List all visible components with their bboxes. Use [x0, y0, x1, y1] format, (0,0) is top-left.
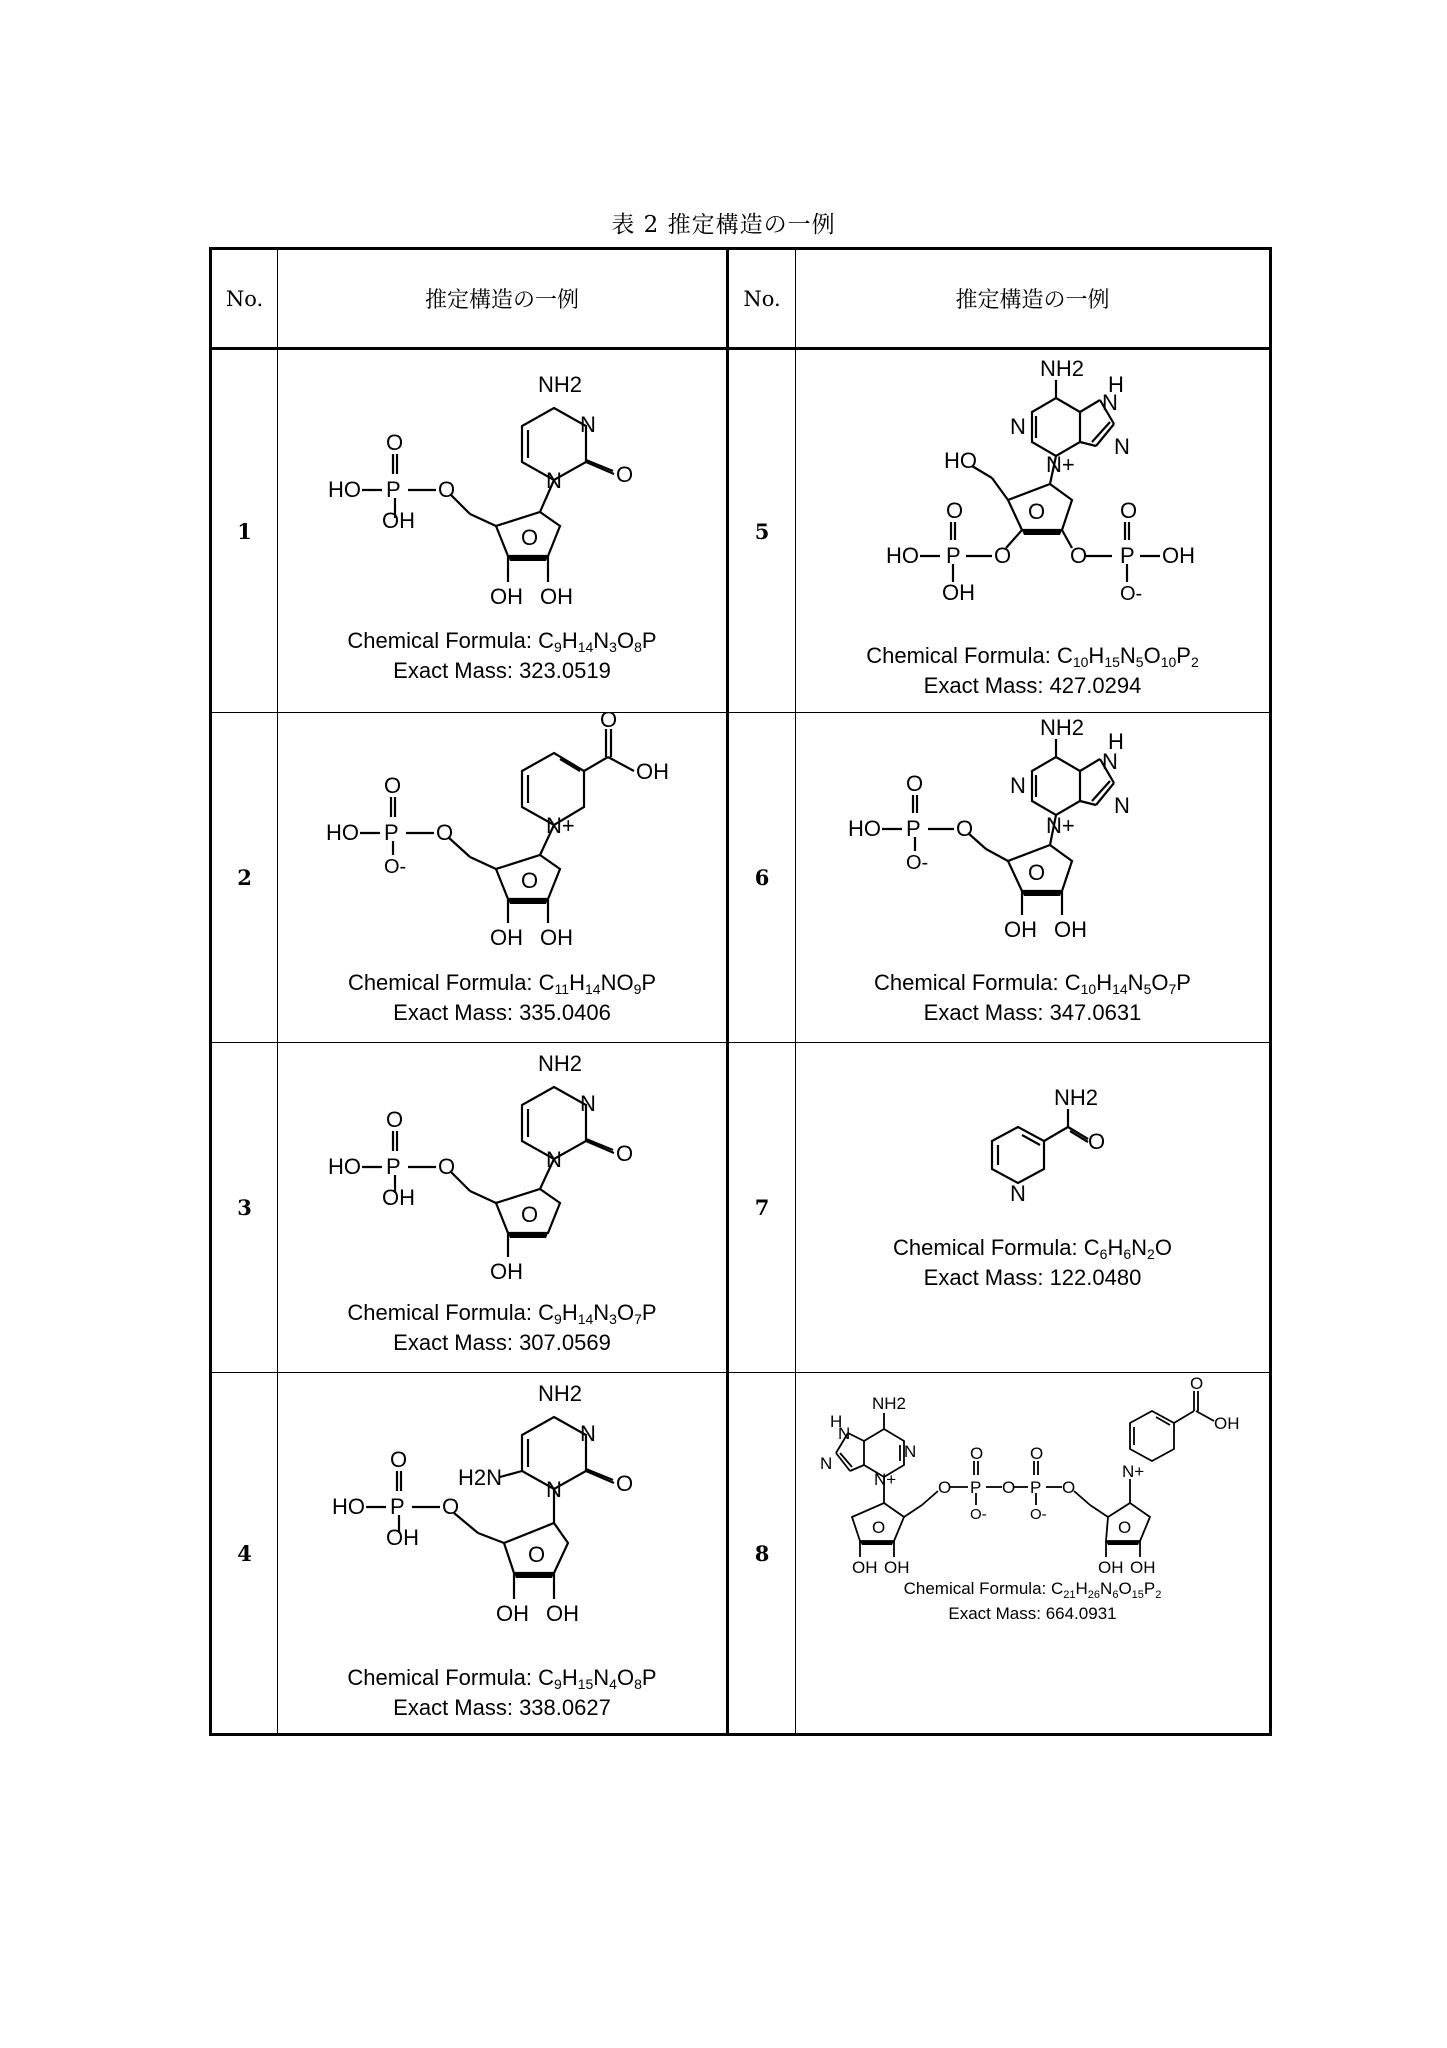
- chemical-formula: [796, 968, 1269, 1028]
- structure-cell-1: [278, 350, 726, 712]
- row-number-2: 2: [237, 865, 252, 890]
- exact-mass: Exact Mass: 335.0406: [393, 1000, 611, 1025]
- exact-mass: Exact Mass: 664.0931: [948, 1604, 1117, 1623]
- atom-label: O: [384, 773, 402, 798]
- formula-text: Chemical Formula: $C_{11}H_{14}NO_9P$: [347, 970, 657, 997]
- molecule-3-diagram: [278, 1043, 726, 1283]
- atom-label: N: [546, 468, 562, 493]
- table-caption: 表 2 推定構造の一例: [611, 212, 836, 238]
- atom-label: O-: [1120, 583, 1143, 605]
- atom-label: N: [1010, 414, 1026, 439]
- atom-label: O: [1070, 543, 1088, 568]
- atom-label: O: [1088, 1129, 1106, 1154]
- atom-label: N: [546, 1147, 562, 1172]
- atom-label: O-: [384, 856, 407, 878]
- atom-label: NH2: [872, 1394, 907, 1413]
- atom-label: OH: [1098, 1558, 1124, 1577]
- atom-label: O: [1002, 1478, 1016, 1497]
- atom-label: O: [946, 498, 964, 523]
- formula-text: Chemical Formula: $C_{10}H_{15}N_5O_{10}P_2$: [866, 643, 1199, 670]
- atom-label: O: [386, 1107, 404, 1132]
- atom-label: O: [521, 525, 539, 550]
- atom-label: OH: [884, 1558, 910, 1577]
- molecule-6-diagram: [796, 713, 1269, 953]
- atom-label: N: [1114, 434, 1130, 459]
- atom-label: OH: [942, 580, 975, 605]
- atom-label: NH2: [538, 1381, 583, 1406]
- atom-label: O: [1120, 498, 1138, 523]
- formula-text: Chemical Formula: $C_9H_{14}N_3O_8P$: [347, 628, 657, 655]
- atom-label: O: [528, 1542, 546, 1567]
- atom-label: OH: [386, 1525, 419, 1550]
- atom-label: OH: [1130, 1558, 1156, 1577]
- atom-label: P: [1120, 543, 1135, 568]
- atom-label: N: [1114, 793, 1130, 818]
- chemical-formula: [796, 1233, 1269, 1293]
- atom-label: O: [436, 820, 454, 845]
- molecule-2-diagram: [278, 713, 726, 953]
- molecule-1-diagram: [278, 350, 726, 610]
- atom-label: P: [386, 1154, 401, 1179]
- atom-label: N: [904, 1442, 917, 1461]
- atom-label: N+: [1122, 1462, 1145, 1481]
- structure-cell-3: [278, 1043, 726, 1372]
- atom-label: HO: [332, 1494, 365, 1519]
- atom-label: OH: [382, 508, 415, 533]
- atom-label: H: [830, 1412, 843, 1431]
- atom-label: O: [616, 462, 634, 487]
- atom-label: P: [906, 816, 921, 841]
- atom-label: OH: [490, 925, 523, 950]
- atom-label: N: [820, 1454, 833, 1473]
- atom-label: OH: [1054, 917, 1087, 942]
- formula-text: Chemical Formula: $C_{21}H_{26}N_6O_{15}P_2$: [903, 1579, 1162, 1601]
- row-number-6: 6: [754, 865, 770, 890]
- atom-label: H: [1108, 372, 1124, 397]
- atom-label: N+: [874, 1470, 897, 1489]
- atom-label: HO: [886, 543, 919, 568]
- atom-label: O: [1028, 860, 1046, 885]
- atom-label: OH: [1214, 1414, 1240, 1433]
- atom-label: H: [1108, 729, 1124, 754]
- atom-label: O: [390, 1447, 408, 1472]
- atom-label: O: [1028, 499, 1046, 524]
- atom-label: N: [1010, 1181, 1026, 1206]
- row-number-8: 8: [754, 1540, 770, 1566]
- header-no-right: No.: [743, 286, 781, 311]
- row-number-3: 3: [237, 1195, 252, 1220]
- molecule-7-diagram: [796, 1043, 1269, 1233]
- atom-label: HO: [944, 448, 977, 473]
- atom-label: O: [442, 1494, 460, 1519]
- atom-label: P: [390, 1494, 405, 1519]
- atom-label: O: [438, 1154, 456, 1179]
- formula-text: Chemical Formula: $C_{10}H_{14}N_5O_7P$: [874, 970, 1191, 997]
- atom-label: O: [872, 1518, 886, 1537]
- atom-label: O: [906, 771, 924, 796]
- atom-label: N: [580, 412, 596, 437]
- header-structure-left: 推定構造の一例: [424, 288, 579, 313]
- atom-label: HO: [326, 820, 359, 845]
- atom-label: NH2: [1040, 356, 1085, 381]
- atom-label: N: [580, 1091, 596, 1116]
- atom-label: OH: [852, 1558, 878, 1577]
- atom-label: OH: [490, 584, 523, 609]
- atom-label: O-: [1030, 1506, 1047, 1523]
- atom-label: O: [1190, 1374, 1204, 1393]
- atom-label: P: [946, 543, 961, 568]
- chemical-formula: [278, 1663, 726, 1723]
- atom-label: P: [386, 477, 401, 502]
- atom-label: O: [1030, 1444, 1044, 1463]
- estimated-structures-table: [209, 247, 1272, 1736]
- atom-label: OH: [382, 1185, 415, 1210]
- chemical-formula: [796, 641, 1269, 701]
- atom-label: N+: [1046, 452, 1075, 477]
- structure-cell-2: [278, 713, 726, 1042]
- atom-label: N: [580, 1421, 596, 1446]
- chemical-formula: [278, 626, 726, 686]
- structure-cell-4: [278, 1373, 726, 1733]
- exact-mass: Exact Mass: 122.0480: [923, 1265, 1142, 1290]
- atom-label: H2N: [458, 1465, 503, 1490]
- atom-label: OH: [540, 925, 573, 950]
- exact-mass: Exact Mass: 347.0631: [923, 1000, 1142, 1025]
- atom-label: NH2: [1040, 715, 1085, 740]
- exact-mass: Exact Mass: 338.0627: [393, 1695, 611, 1720]
- atom-label: N+: [546, 813, 575, 838]
- atom-label: OH: [540, 584, 573, 609]
- chemical-formula: [796, 1576, 1269, 1626]
- row-number-5: 5: [754, 518, 770, 544]
- formula-text: Chemical Formula: $C_9H_{15}N_4O_8P$: [347, 1665, 657, 1692]
- structure-cell-6: [796, 713, 1269, 1042]
- atom-label: O: [938, 1478, 952, 1497]
- atom-label: O: [616, 1471, 634, 1496]
- atom-label: HO: [848, 816, 881, 841]
- atom-label: NH2: [538, 1051, 583, 1076]
- row-number-7: 7: [754, 1195, 770, 1220]
- atom-label: O: [970, 1444, 984, 1463]
- atom-label: HO: [328, 477, 361, 502]
- exact-mass: Exact Mass: 323.0519: [393, 658, 611, 683]
- formula-text: Chemical Formula: $C_6H_6N_2O$: [893, 1235, 1172, 1262]
- chemical-formula: [278, 1298, 726, 1358]
- structure-cell-7: [796, 1043, 1269, 1372]
- atom-label: P: [1030, 1478, 1042, 1497]
- atom-label: O: [1062, 1478, 1076, 1497]
- atom-label: OH: [496, 1601, 529, 1626]
- atom-label: N: [1010, 773, 1026, 798]
- atom-label: N: [1102, 749, 1118, 774]
- atom-label: O-: [906, 852, 929, 874]
- atom-label: O: [438, 477, 456, 502]
- atom-label: N: [1102, 390, 1118, 415]
- atom-label: O: [1118, 1518, 1132, 1537]
- exact-mass: Exact Mass: 307.0569: [393, 1330, 611, 1355]
- atom-label: OH: [546, 1601, 579, 1626]
- atom-label: N: [546, 1477, 562, 1502]
- atom-label: OH: [636, 759, 669, 784]
- atom-label: N+: [1046, 813, 1075, 838]
- atom-label: HO: [328, 1154, 361, 1179]
- exact-mass: Exact Mass: 427.0294: [923, 673, 1142, 698]
- atom-label: NH2: [1054, 1085, 1099, 1110]
- row-number-4: 4: [237, 1540, 252, 1566]
- molecule-4-diagram: [278, 1373, 726, 1653]
- atom-label: NH2: [538, 372, 583, 397]
- atom-label: OH: [490, 1259, 523, 1283]
- atom-label: O: [616, 1141, 634, 1166]
- atom-label: O: [386, 430, 404, 455]
- header-no-left: No.: [225, 286, 264, 311]
- structure-cell-8: [796, 1373, 1269, 1733]
- header-structure-right: 推定構造の一例: [955, 288, 1110, 313]
- atom-label: O: [521, 1202, 539, 1227]
- atom-label: P: [384, 820, 399, 845]
- atom-label: O: [600, 713, 618, 732]
- atom-label: O: [994, 543, 1012, 568]
- molecule-5-diagram: [796, 350, 1269, 640]
- structure-cell-5: [796, 350, 1269, 712]
- formula-text: Chemical Formula: $C_9H_{14}N_3O_7P$: [347, 1300, 657, 1327]
- chemical-formula: [278, 968, 726, 1028]
- atom-label: OH: [1162, 543, 1195, 568]
- atom-label: O: [956, 816, 974, 841]
- atom-label: O-: [970, 1506, 987, 1523]
- atom-label: N: [838, 1424, 851, 1443]
- atom-label: O: [521, 868, 539, 893]
- row-number-1: 1: [237, 518, 252, 544]
- atom-label: OH: [1004, 917, 1037, 942]
- atom-label: P: [970, 1478, 982, 1497]
